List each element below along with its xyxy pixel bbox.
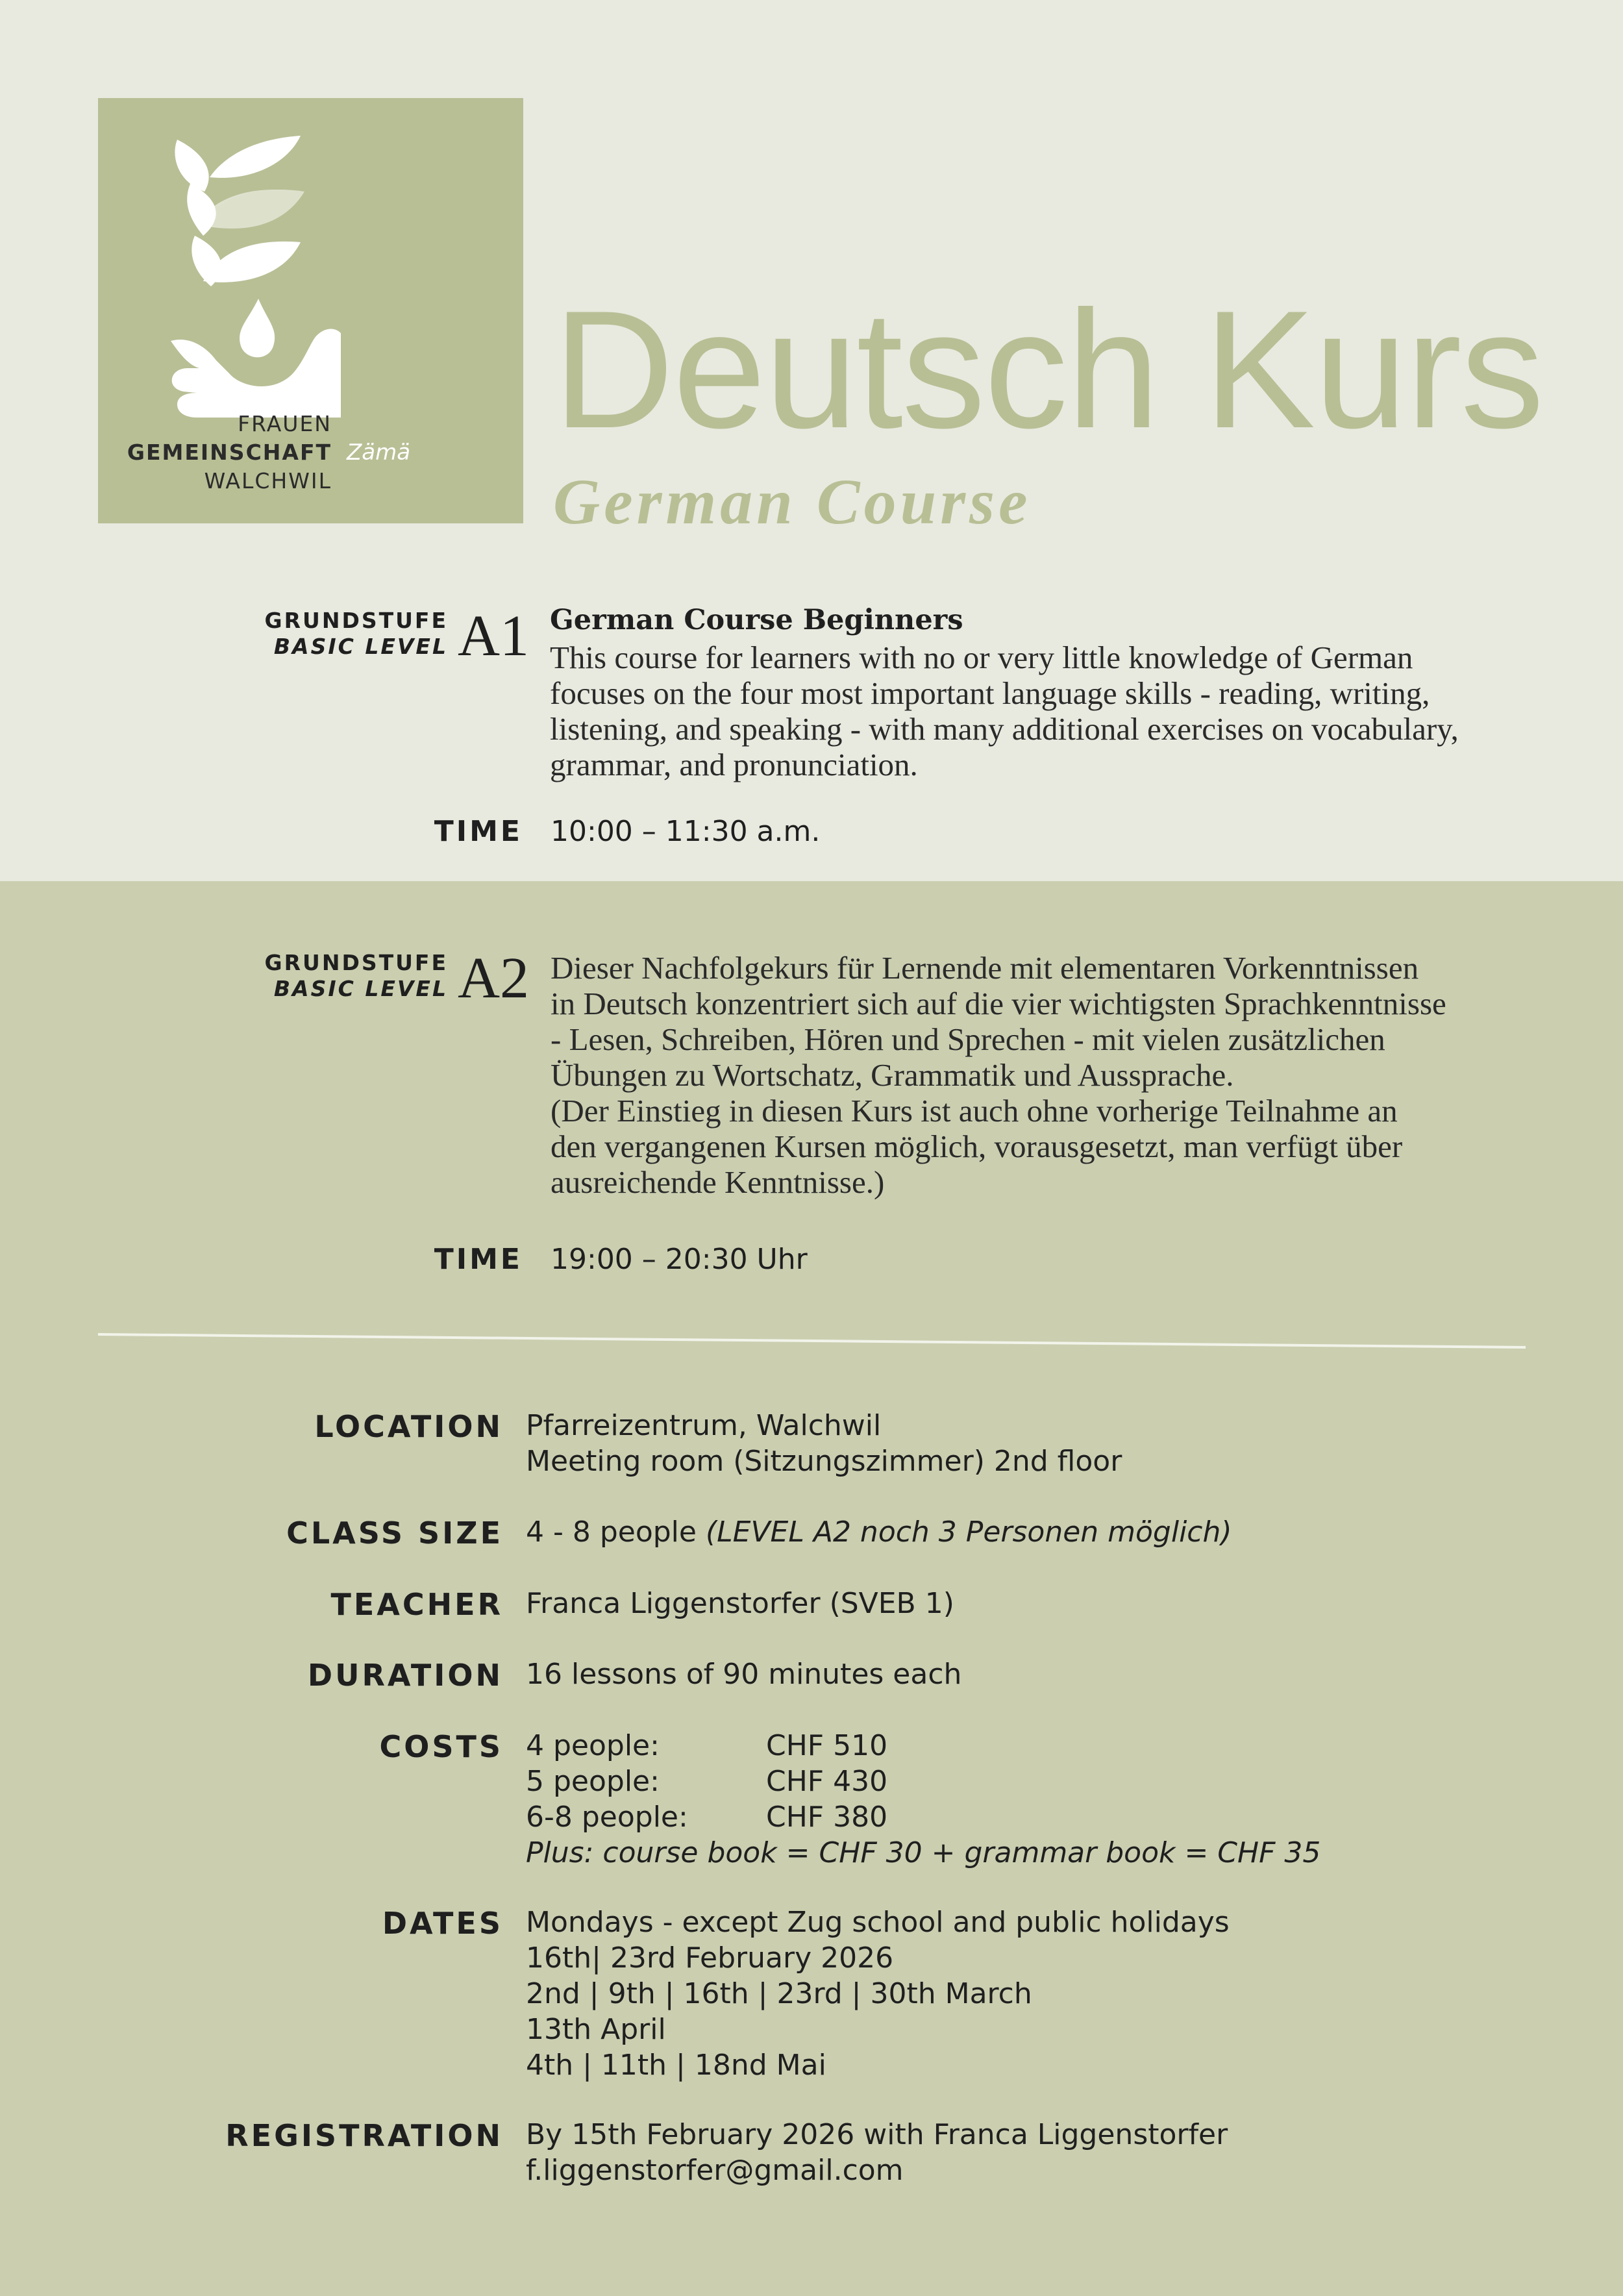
- level-a1-time: 10:00 – 11:30 a.m.: [551, 815, 821, 848]
- location-line: Meeting room (Sitzungszimmer) 2nd floor: [526, 1445, 1122, 1478]
- level-a2-description-line: Übungen zu Wortschatz, Grammatik und Aussprache.: [551, 1057, 1234, 1093]
- level-a1-description-line: focuses on the four most important language skills - reading, writing,: [550, 675, 1430, 711]
- cost-row: [526, 1764, 1320, 1799]
- level-a1-course-title: German Course Beginners: [550, 604, 963, 636]
- dates-line: 13th April: [526, 2013, 666, 2046]
- cost-group: 4 people:: [526, 1729, 660, 1762]
- registration-email[interactable]: f.liggenstorfer@gmail.com: [526, 2154, 904, 2187]
- level-a2-description-line: - Lesen, Schreiben, Hören und Sprechen - mit vielen zusätzlichen: [551, 1021, 1385, 1057]
- registration-value: [526, 2117, 1228, 2188]
- costs-label: COSTS: [379, 1729, 503, 1764]
- dates-line: 4th | 11th | 18nd Mai: [526, 2049, 826, 2082]
- level-a2-description-line: Dieser Nachfolgekurs für Lernende mit elementaren Vorkenntnissen: [551, 950, 1419, 986]
- logo-line-walchwil: WALCHWIL: [204, 468, 332, 493]
- level-a1-code: A1: [458, 604, 529, 668]
- class-size-label: CLASS SIZE: [286, 1516, 503, 1551]
- level-a2-time-label: TIME: [434, 1243, 523, 1276]
- registration-line: By 15th February 2026 with Franca Liggenstorfer: [526, 2118, 1228, 2151]
- level-a1-description-line: grammar, and pronunciation.: [550, 747, 918, 782]
- level-a2-label-en: BASIC LEVEL: [273, 976, 448, 1001]
- cost-price: CHF 510: [766, 1729, 888, 1762]
- dates-line: Mondays - except Zug school and public holidays: [526, 1906, 1230, 1939]
- dates-line: 2nd | 9th | 16th | 23rd | 30th March: [526, 1977, 1032, 2010]
- level-a1-description: [550, 640, 1459, 782]
- dates-line: 16th| 23rd February 2026: [526, 1941, 894, 1975]
- cost-row: [526, 1728, 1320, 1764]
- level-a2-description: [551, 950, 1446, 1200]
- logo: [98, 98, 523, 523]
- costs-value: [526, 1728, 1320, 1871]
- dates-label: DATES: [382, 1906, 503, 1941]
- cost-price: CHF 380: [766, 1801, 888, 1834]
- level-a1-label-en: BASIC LEVEL: [273, 634, 448, 659]
- duration-label: DURATION: [307, 1658, 503, 1693]
- level-a2-description-line: in Deutsch konzentriert sich auf die vier wichtigsten Sprachkenntnisse: [551, 986, 1446, 1021]
- level-a2-code: A2: [458, 946, 529, 1010]
- level-a2-description-line: (Der Einstieg in diesen Kurs ist auch ohne vorherige Teilnahme an: [551, 1093, 1398, 1129]
- level-a2-label-de: GRUNDSTUFE: [264, 950, 448, 975]
- level-a2-time: 19:00 – 20:30 Uhr: [551, 1243, 808, 1276]
- logo-line-frauen: FRAUEN: [238, 411, 332, 436]
- class-size-value: [526, 1514, 1232, 1550]
- level-a1-label: [260, 608, 448, 660]
- cost-row: [526, 1799, 1320, 1835]
- dates-value: [526, 1904, 1230, 2083]
- class-size-line: [526, 1514, 1232, 1550]
- level-a1-description-line: listening, and speaking - with many additional exercises on vocabulary,: [550, 711, 1459, 747]
- cost-group: 5 people:: [526, 1765, 660, 1798]
- page-subtitle: German Course: [553, 466, 1032, 538]
- logo-line-gemeinschaft: GEMEINSCHAFT: [127, 440, 332, 465]
- teacher-value: Franca Liggenstorfer (SVEB 1): [526, 1587, 954, 1620]
- cost-group: 6-8 people:: [526, 1801, 688, 1834]
- level-a2-description-line: den vergangenen Kursen möglich, vorausgesetzt, man verfügt über: [551, 1129, 1403, 1164]
- page-title: Deutsch Kurs: [553, 275, 1543, 463]
- location-label: LOCATION: [314, 1409, 503, 1444]
- logo-tag: Zämä: [347, 440, 411, 466]
- class-size-note: (LEVEL A2 noch 3 Personen möglich): [705, 1516, 1232, 1549]
- location-value: [526, 1408, 1122, 1479]
- logo-wordmark: [98, 410, 332, 495]
- class-size-count: 4 - 8 people: [526, 1516, 697, 1549]
- costs-note: Plus: course book = CHF 30 + grammar book = CHF 35: [526, 1836, 1321, 1869]
- level-a1-description-line: This course for learners with no or very little knowledge of German: [550, 640, 1413, 675]
- level-a1-time-label: TIME: [434, 815, 523, 848]
- location-line: Pfarreizentrum, Walchwil: [526, 1409, 882, 1442]
- registration-label: REGISTRATION: [225, 2118, 503, 2153]
- level-a2-label: [260, 950, 448, 1002]
- level-a1-label-de: GRUNDSTUFE: [264, 608, 448, 633]
- duration-value: 16 lessons of 90 minutes each: [526, 1658, 962, 1691]
- level-a2-description-line: ausreichende Kenntnisse.): [551, 1164, 885, 1200]
- teacher-label: TEACHER: [330, 1587, 503, 1622]
- cost-price: CHF 430: [766, 1765, 888, 1798]
